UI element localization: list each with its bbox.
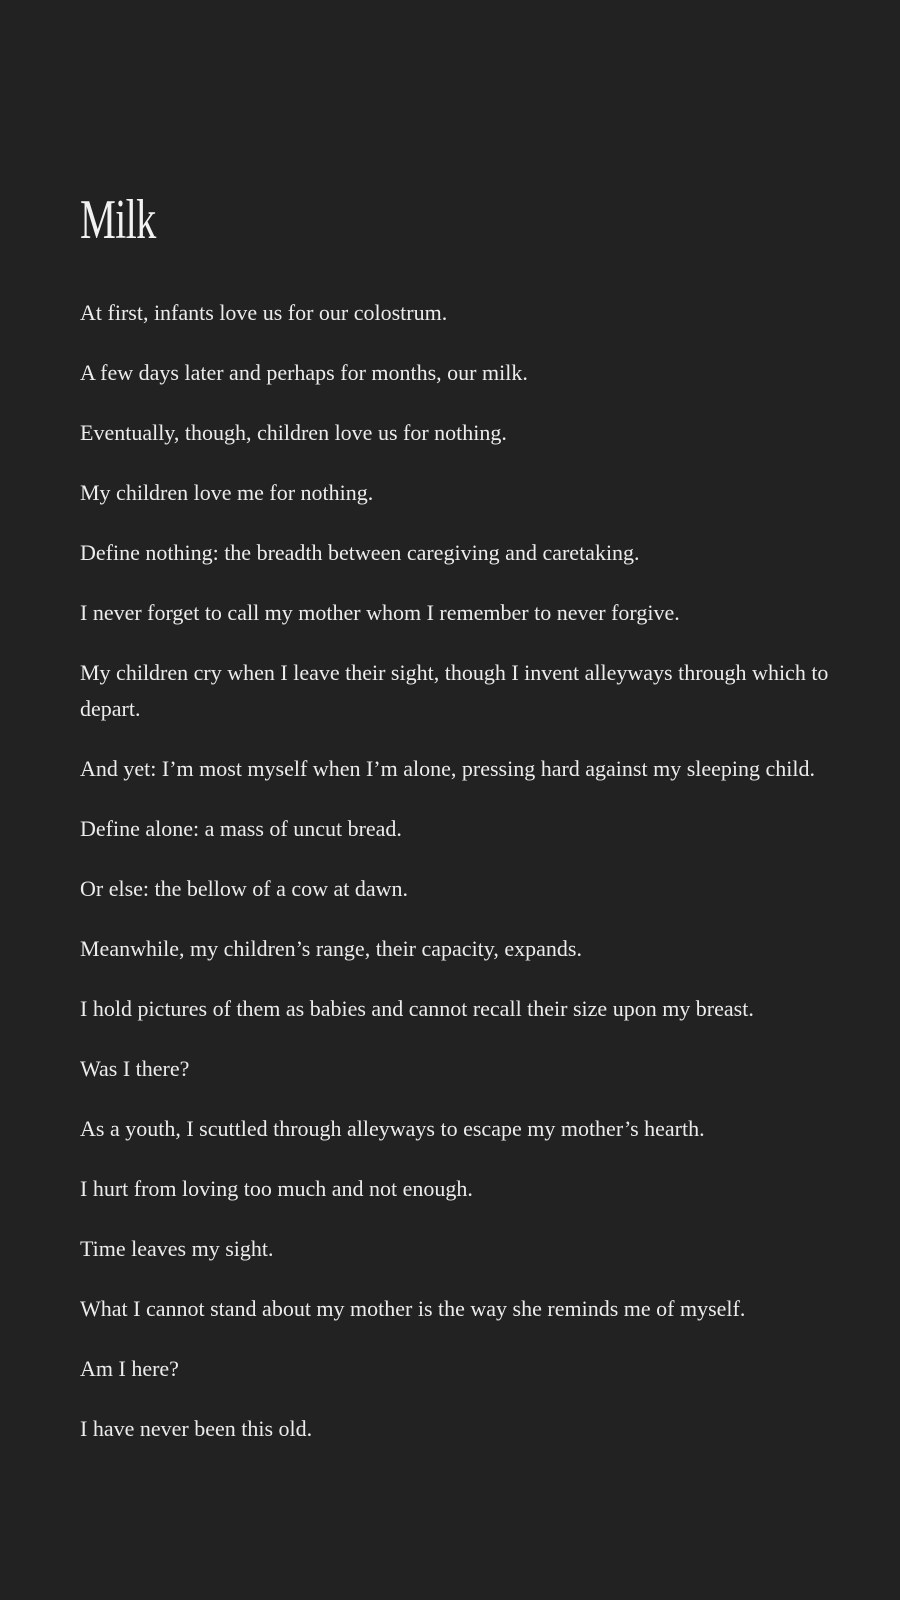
poem-line: What I cannot stand about my mother is the way she reminds me of myself.	[80, 1296, 746, 1321]
poem-line: At first, infants love us for our colostrum.	[80, 300, 448, 325]
poem-line: Or else: the bellow of a cow at dawn.	[80, 876, 409, 901]
poem-body	[80, 295, 850, 1471]
poem-line: I never forget to call my mother whom I remember to never forgive.	[80, 600, 680, 625]
poem-line: Time leaves my sight.	[80, 1236, 274, 1261]
poem-line: Eventually, though, children love us for nothing.	[80, 420, 507, 445]
poem-line: Am I here?	[80, 1356, 179, 1381]
poem-line: And yet: I’m most myself when I’m alone, pressing hard against my sleeping child.	[80, 756, 816, 781]
poem-line: Was I there?	[80, 1056, 190, 1081]
poem-line: I have never been this old.	[80, 1416, 313, 1441]
poem-line: I hurt from loving too much and not enough.	[80, 1176, 473, 1201]
poem-line: My children love me for nothing.	[80, 480, 374, 505]
poem-line: I hold pictures of them as babies and cannot recall their size upon my breast.	[80, 996, 754, 1021]
poem-line: As a youth, I scuttled through alleyways to escape my mother’s hearth.	[80, 1116, 705, 1141]
poem-line: Define alone: a mass of uncut bread.	[80, 816, 402, 841]
poem-line: Define nothing: the breadth between caregiving and caretaking.	[80, 540, 640, 565]
poem-line: Meanwhile, my children’s range, their capacity, expands.	[80, 936, 582, 961]
poem-line: My children cry when I leave their sight, though I invent alleyways through which to depart.	[80, 660, 829, 721]
poem-line: A few days later and perhaps for months, our milk.	[80, 360, 528, 385]
poem-title: Milk	[80, 189, 156, 251]
